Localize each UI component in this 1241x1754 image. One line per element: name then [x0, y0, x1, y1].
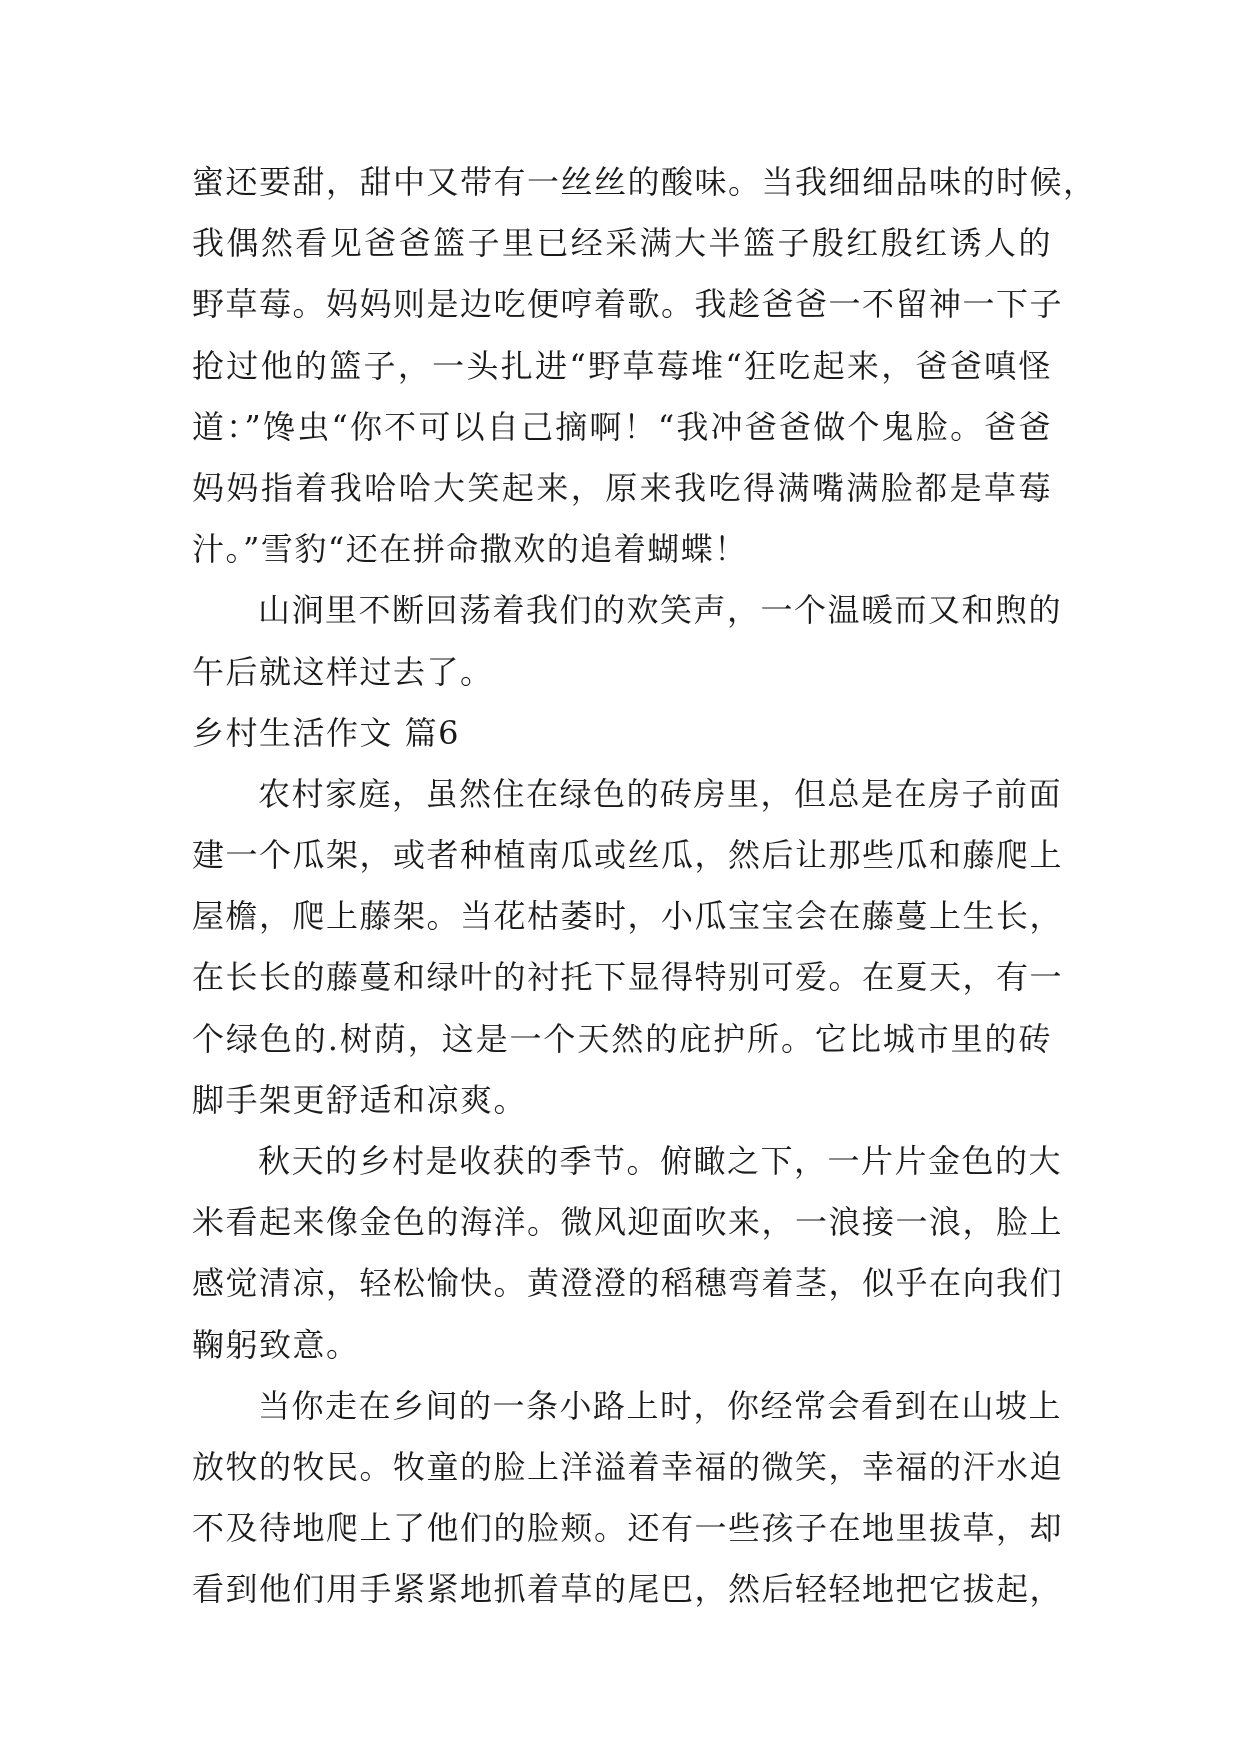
text-line: 感觉清凉，轻松愉快。黄澄澄的稻穗弯着茎，似乎在向我们 — [192, 1264, 1064, 1303]
text-line: 在长长的藤蔓和绿叶的衬托下显得特别可爱。在夏天，有一 — [192, 958, 1064, 997]
heading-text: 乡村生活作文 篇6 — [192, 713, 461, 752]
paragraph — [192, 764, 1064, 1131]
text-line: 农村家庭，虽然住在绿色的砖房里，但总是在房子前面 — [258, 774, 1063, 813]
text-line: 道：”馋虫“你不可以自己摘啊！“我冲爸爸做个鬼脸。爸爸 — [192, 407, 1052, 446]
text-line: 山涧里不断回荡着我们的欢笑声，一个温暖而又和煦的 — [258, 591, 1063, 630]
text-line: 脚手架更舒适和凉爽。 — [192, 1080, 528, 1119]
text-line: 蜜还要甜，甜中又带有一丝丝的酸味。当我细细品味的时候， — [192, 163, 1097, 201]
text-line: 当你走在乡间的一条小路上时，你经常会看到在山坡上 — [258, 1386, 1063, 1425]
text-line: 午后就这样过去了。 — [192, 652, 494, 691]
text-line: 米看起来像金色的海洋。微风迎面吹来，一浪接一浪，脸上 — [192, 1203, 1064, 1242]
paragraph — [192, 580, 1063, 702]
paragraph — [192, 1376, 1064, 1621]
text-line: 野草莓。妈妈则是边吃便哼着歌。我趁爸爸一不留神一下子 — [192, 285, 1064, 324]
text-line: 妈妈指着我哈哈大笑起来，原来我吃得满嘴满脸都是草莓 — [192, 468, 1052, 507]
text-line: 个绿色的.树荫，这是一个天然的庇护所。它比城市里的砖 — [192, 1019, 1052, 1058]
document-page — [192, 152, 1097, 1621]
text-line: 抢过他的篮子，一头扎进“野草莓堆“狂吃起来，爸爸嗔怪 — [192, 346, 1052, 385]
paragraph — [192, 1131, 1064, 1376]
section-heading — [192, 703, 1052, 764]
paragraph — [192, 152, 1097, 580]
text-line: 看到他们用手紧紧地抓着草的尾巴，然后轻轻地把它拔起， — [192, 1570, 1064, 1609]
text-line: 汁。”雪豹“还在拼命撒欢的追着蝴蝶！ — [192, 530, 748, 569]
text-line: 我偶然看见爸爸篮子里已经采满大半篮子殷红殷红诱人的 — [192, 224, 1052, 263]
text-line: 鞠躬致意。 — [192, 1325, 360, 1364]
text-line: 放牧的牧民。牧童的脸上洋溢着幸福的微笑，幸福的汗水迫 — [192, 1447, 1064, 1486]
text-line: 屋檐，爬上藤架。当花枯萎时，小瓜宝宝会在藤蔓上生长， — [192, 897, 1064, 936]
text-line: 秋天的乡村是收获的季节。俯瞰之下，一片片金色的大 — [258, 1142, 1063, 1180]
text-line: 建一个瓜架，或者种植南瓜或丝瓜，然后让那些瓜和藤爬上 — [192, 836, 1064, 875]
text-line: 不及待地爬上了他们的脸颊。还有一些孩子在地里拔草，却 — [192, 1509, 1064, 1548]
